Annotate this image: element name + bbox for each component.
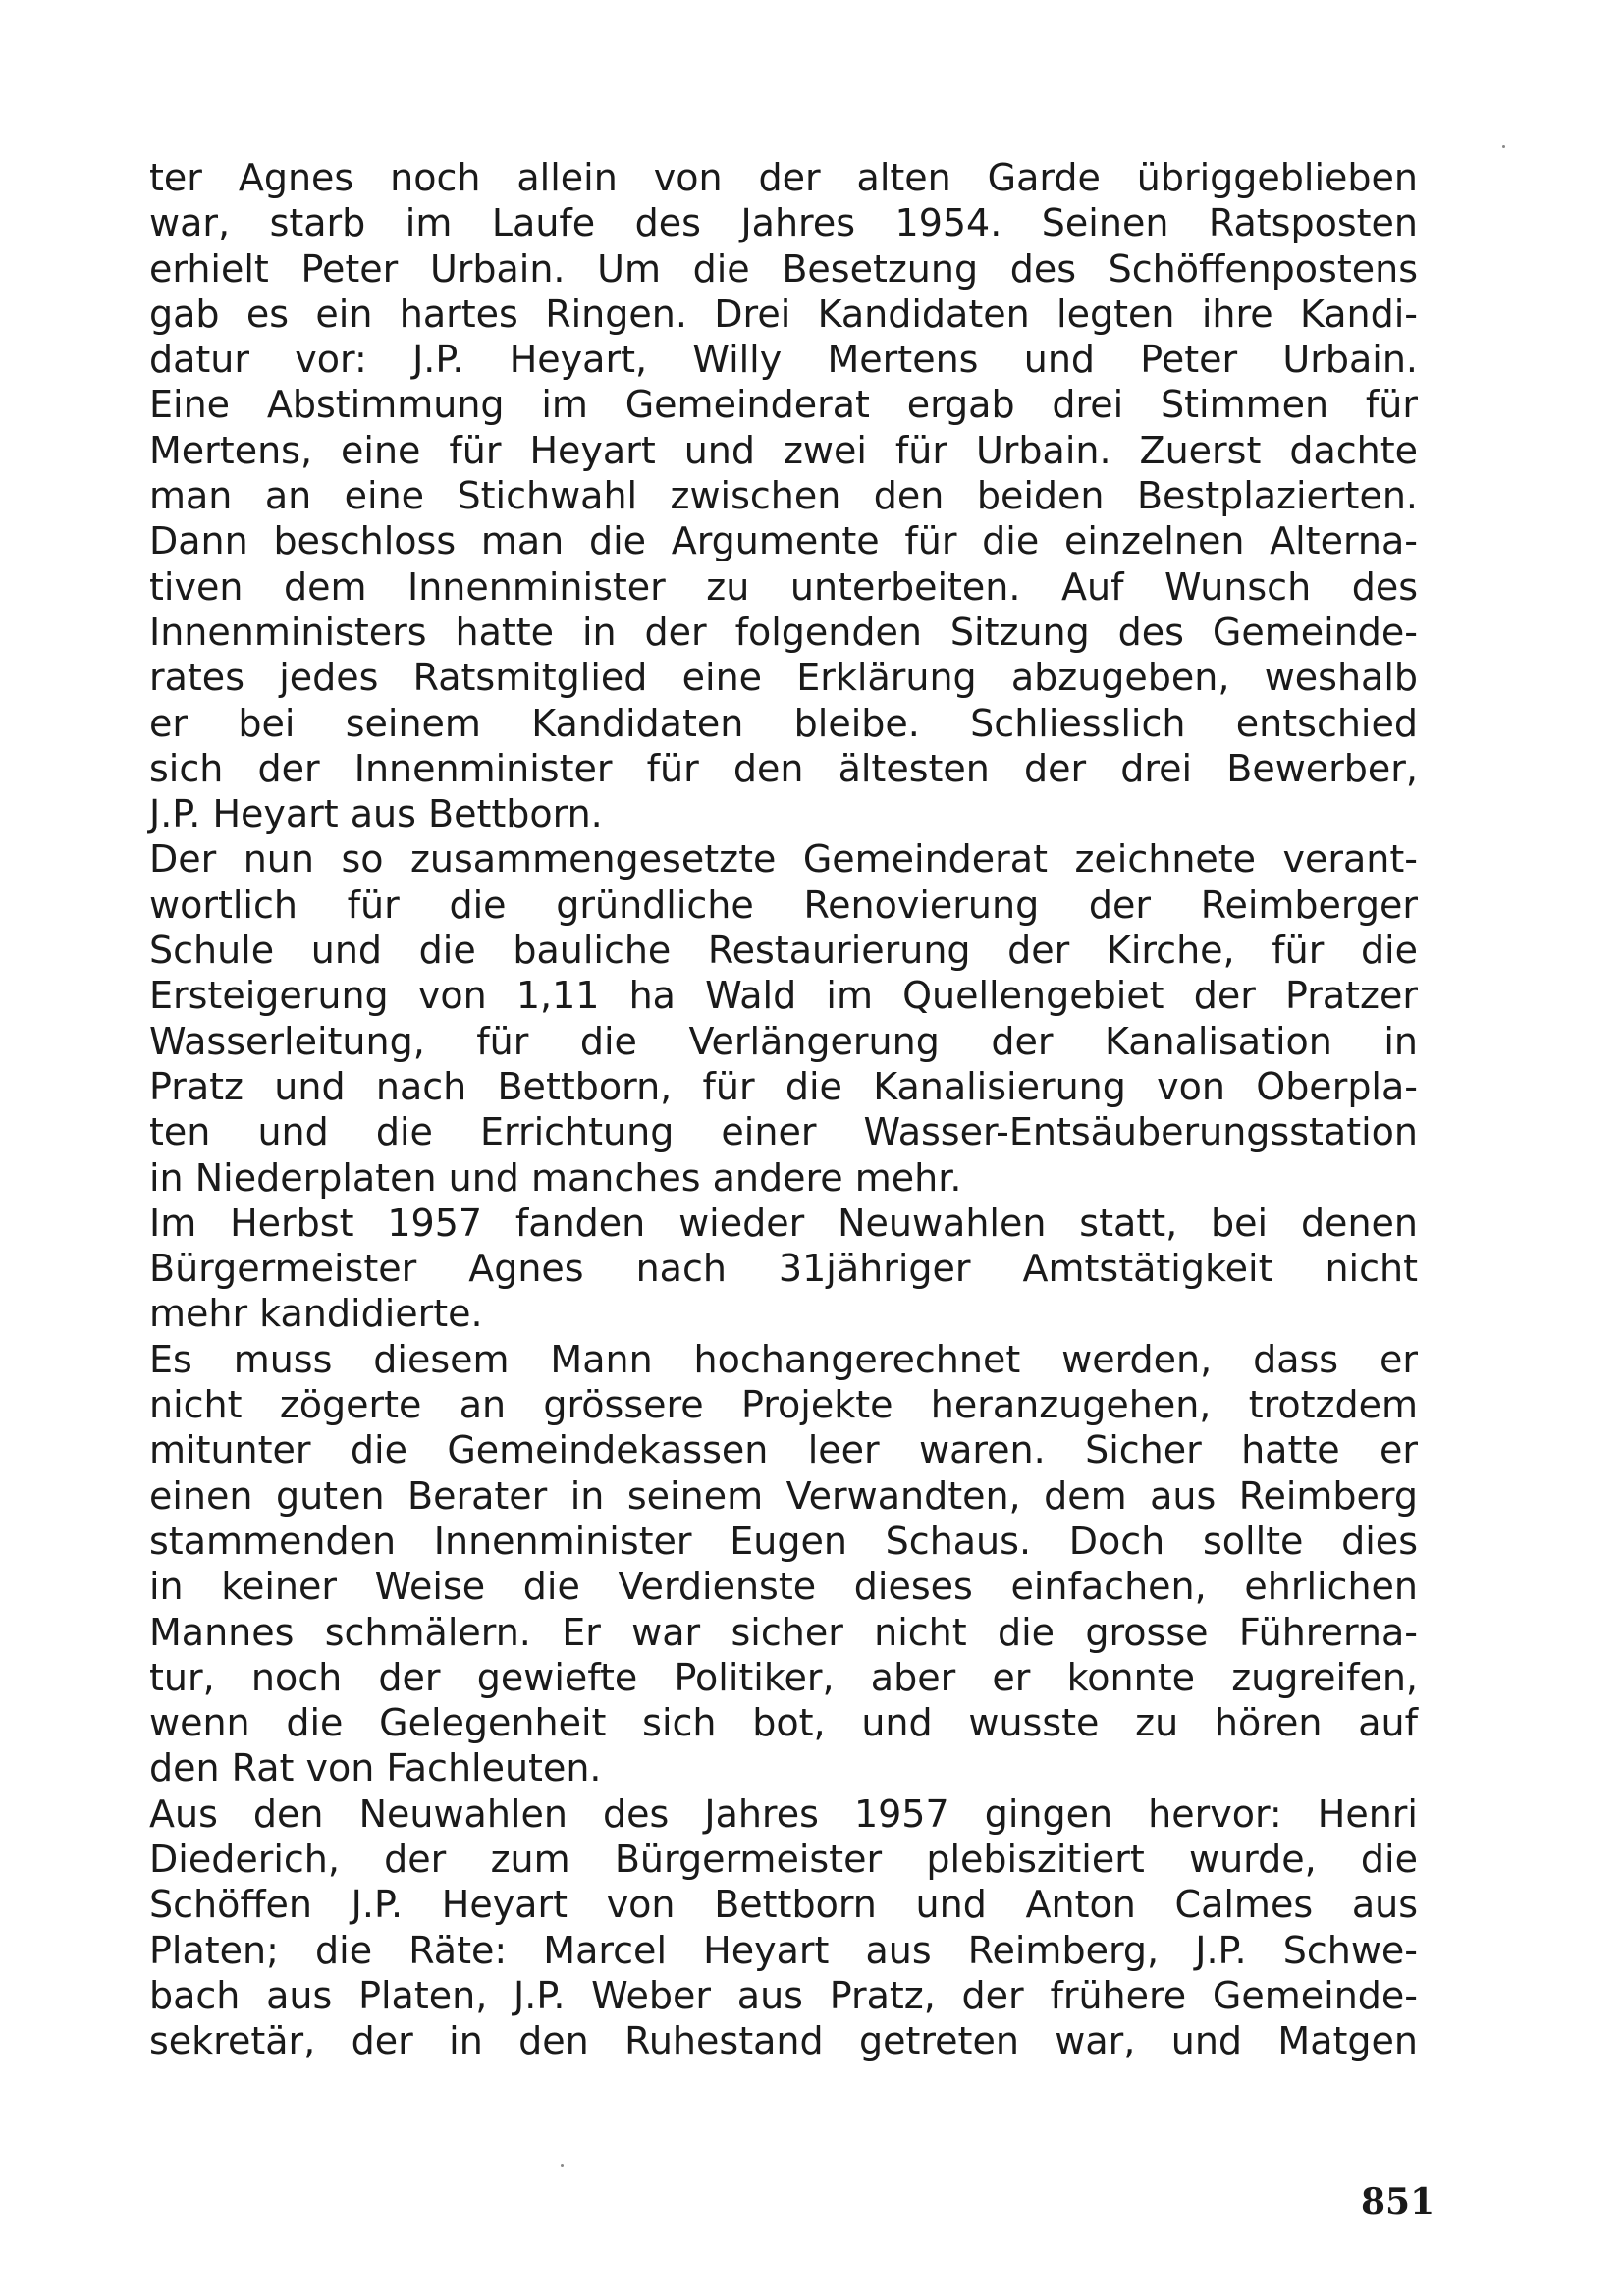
text-line: tur, noch der gewiefte Politiker, aber er konnte zugreifen, [149,1655,1418,1699]
text-line: J.P. Heyart aus Bettborn. [149,792,603,836]
text-line: bach aus Platen, J.P. Weber aus Pratz, der frühere Gemeinde- [149,1973,1418,2017]
text-line: in Niederplaten und manches andere mehr. [149,1155,962,1200]
text-line: Schöffen J.P. Heyart von Bettborn und Anton Calmes aus [149,1883,1418,1927]
page-number: 851 [1361,2181,1435,2222]
text-line: Mertens, eine für Heyart und zwei für Urbain. Zuerst dachte [149,428,1418,472]
text-line: Dann beschloss man die Argumente für die einzelnen Alterna- [149,519,1418,563]
text-line: tiven dem Innenminister zu unterbeiten. Auf Wunsch des [149,564,1418,609]
text-line: rates jedes Ratsmitglied eine Erklärung abzugeben, weshalb [149,656,1418,700]
text-line: stammenden Innenminister Eugen Schaus. Doch sollte dies [149,1519,1418,1563]
text-line: Aus den Neuwahlen des Jahres 1957 gingen hervor: Henri [149,1791,1418,1836]
text-line: in keiner Weise die Verdienste dieses einfachen, ehrlichen [149,1565,1418,1609]
text-line: Innenministers hatte in der folgenden Sitzung des Gemeinde- [149,610,1418,654]
scan-speck [561,2164,564,2167]
text-line: Im Herbst 1957 fanden wieder Neuwahlen statt, bei denen [149,1201,1418,1245]
text-line: Der nun so zusammengesetzte Gemeinderat zeichnete verant- [149,837,1418,881]
text-line: mitunter die Gemeindekassen leer waren. Sicher hatte er [149,1428,1418,1472]
text-line: datur vor: J.P. Heyart, Willy Mertens und Peter Urbain. [149,338,1418,382]
text-line: Bürgermeister Agnes nach 31jähriger Amtstätigkeit nicht [149,1247,1418,1291]
text-line: gab es ein hartes Ringen. Drei Kandidaten legten ihre Kandi- [149,292,1418,336]
text-line: erhielt Peter Urbain. Um die Besetzung des Schöffenpostens [149,246,1418,291]
text-line: ter Agnes noch allein von der alten Garde übriggeblieben [149,156,1418,199]
text-line: sich der Innenminister für den ältesten der drei Bewerber, [149,746,1418,790]
text-line: Diederich, der zum Bürgermeister plebiszitiert wurde, die [149,1837,1418,1881]
text-line: wenn die Gelegenheit sich bot, und wusste zu hören auf [149,1701,1418,1745]
text-line: Es muss diesem Mann hochangerechnet werden, dass er [149,1337,1418,1381]
text-line: ten und die Errichtung einer Wasser-Entsäuberungsstation [149,1110,1418,1154]
text-line: Mannes schmälern. Er war sicher nicht die grosse Führerna- [149,1610,1418,1654]
text-line: mehr kandidierte. [149,1292,483,1336]
text-line: er bei seinem Kandidaten bleibe. Schliesslich entschied [149,701,1418,745]
text-line: einen guten Berater in seinem Verwandten, dem aus Reimberg [149,1473,1418,1518]
text-line: nicht zögerte an grössere Projekte heranzugehen, trotzdem [149,1383,1418,1427]
text-line: wortlich für die gründliche Renovierung der Reimberger [149,882,1418,927]
text-line: den Rat von Fachleuten. [149,1746,602,1790]
text-line: Platen; die Räte: Marcel Heyart aus Reimberg, J.P. Schwe- [149,1928,1418,1972]
scan-speck [1502,145,1505,148]
text-line: war, starb im Laufe des Jahres 1954. Seinen Ratsposten [149,201,1418,245]
text-line: Pratz und nach Bettborn, für die Kanalisierung von Oberpla- [149,1064,1418,1108]
text-line: Eine Abstimmung im Gemeinderat ergab drei Stimmen für [149,383,1418,427]
text-line: Schule und die bauliche Restaurierung der Kirche, für die [149,929,1418,973]
text-line: Wasserleitung, für die Verlängerung der Kanalisation in [149,1019,1418,1063]
text-line: man an eine Stichwahl zwischen den beiden Bestplazierten. [149,474,1418,518]
text-line: Ersteigerung von 1,11 ha Wald im Quellengebiet der Pratzer [149,974,1418,1018]
text-line: sekretär, der in den Ruhestand getreten war, und Matgen [149,2019,1418,2063]
body-text [149,155,1418,2063]
